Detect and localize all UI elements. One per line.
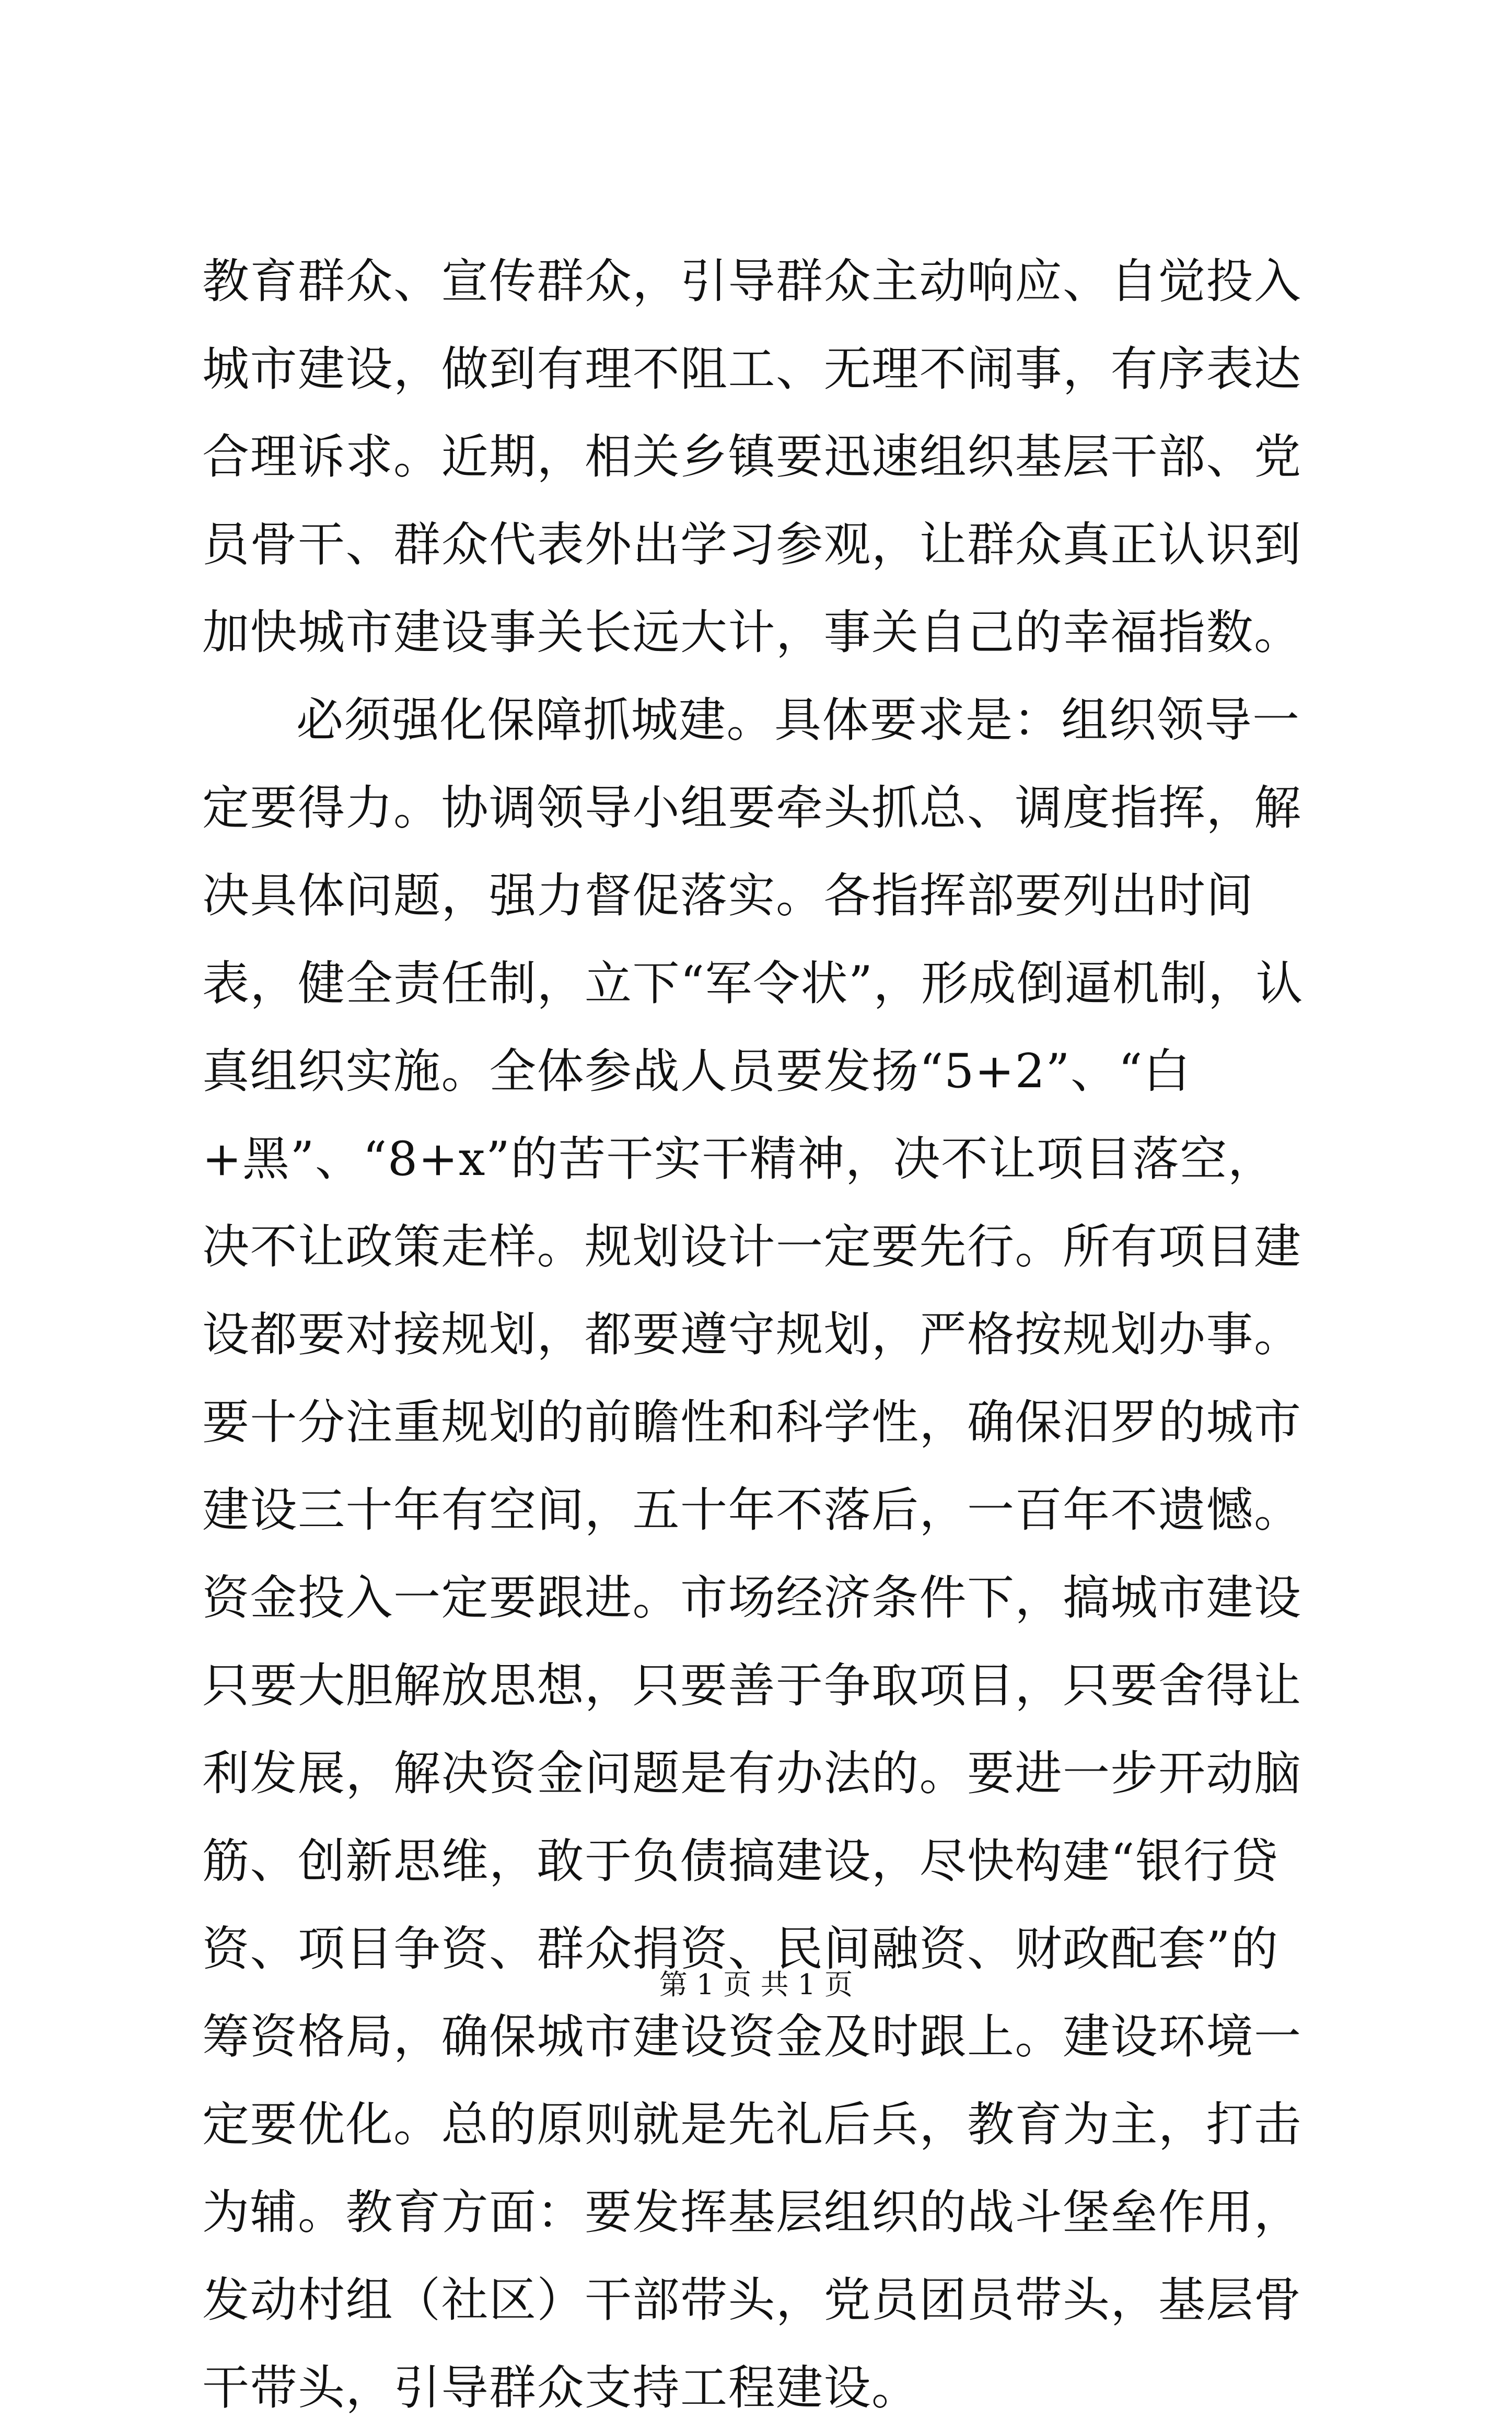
paragraph-continued: 教育群众、宣传群众，引导群众主动响应、自觉投入城市建设，做到有理不阻工、无理不闹事，有序表达合理诉求。近期，相关乡镇要迅速组织基层干部、党员骨干、群众代表外出学习参观，让群众真正认识到加快城市建设事关长远大计，事关自己的幸福指数。 xyxy=(202,254,1302,660)
page-number-footer: 第 1 页 共 1 页 xyxy=(659,1968,853,2001)
paragraph-urban-construction-guarantee: 必须强化保障抓城建。具体要求是：组织领导一定要得力。协调领导小组要牵头抓总、调度指挥，解决具体问题，强力督促落实。各指挥部要列出时间表，健全责任制，立下“军令状”，形成倒逼机制，认真组织实施。全体参战人员要发扬“5+2”、“白+黑”、“8+x”的苦干实干精神，决不让项目落空，决不让政策走样。规划设计一定要先行。所有项目建设都要对接规划，都要遵守规划，严格按规划办事。要十分注重规划的前瞻性和科学性，确保汨罗的城市建设三十年有空间，五十年不落后，一百年不遗憾。资金投入一定要跟进。市场经济条件下，搞城市建设只要大胆解放思想，只要善于争取项目，只要舍得让利发展，解决资金问题是有办法的。要进一步开动脑筋、创新思维，敢于负债搞建设，尽快构建“银行贷资、项目争资、群众捐资、民间融资、财政配套”的筹资格局，确保城市建设资金及时跟上。建设环境一定要优化。总的原则就是先礼后兵，教育为主，打击为辅。教育方面：要发挥基层组织的战斗堡垒作用，发动村组（社区）干部带头，党员团员带头，基层骨干带头，引导群众支持工程建设。 xyxy=(202,693,1304,2415)
body-text xyxy=(202,238,1318,2432)
